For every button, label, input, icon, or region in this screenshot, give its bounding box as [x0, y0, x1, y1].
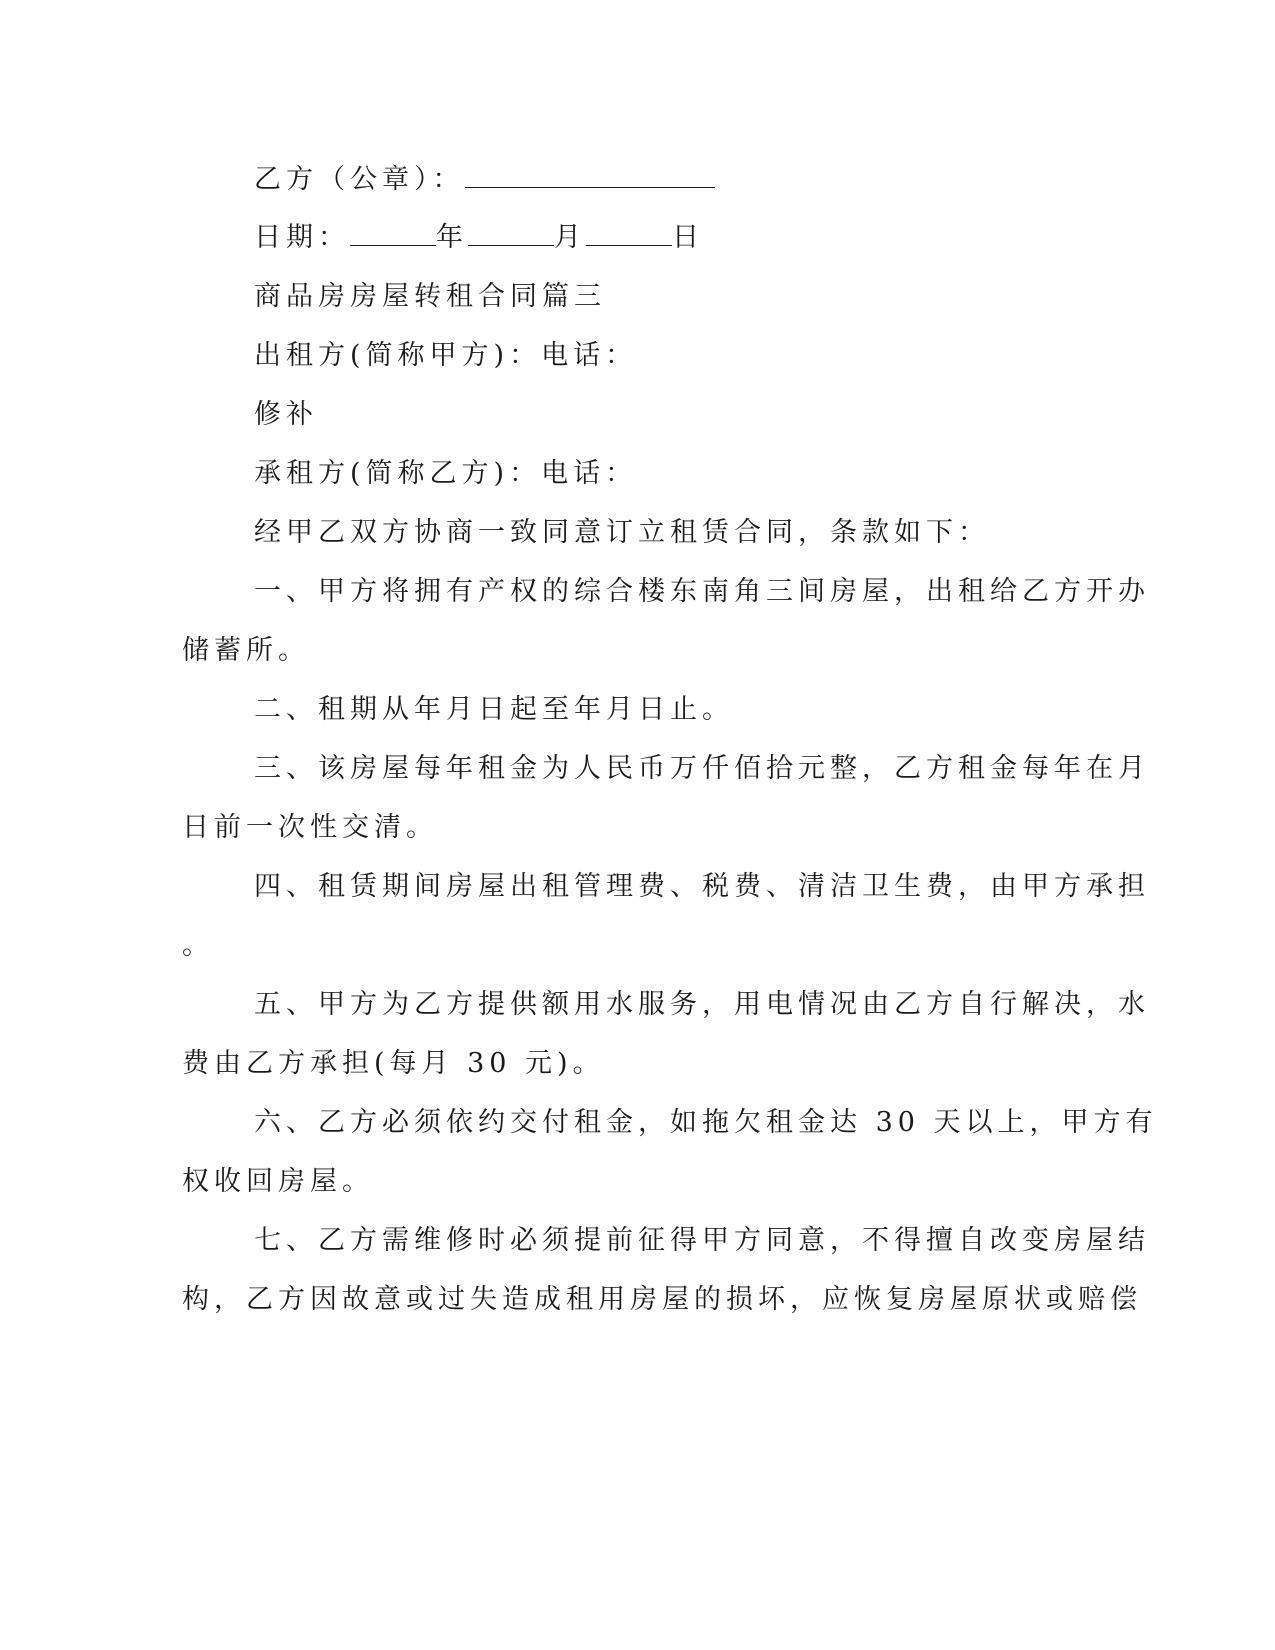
- clause-1-continuation: 储蓄所。: [182, 635, 310, 666]
- lessor-line: 出租方(简称甲方)：电话：: [254, 340, 638, 371]
- month-label: 月: [554, 222, 586, 253]
- party-b-seal-label: 乙方（公章）：: [254, 164, 465, 195]
- clause-4-continuation: 。: [182, 930, 214, 961]
- section-title: 商品房房屋转租合同篇三: [254, 281, 606, 312]
- clause-2-line: 二、租期从年月日起至年月日止。: [254, 694, 734, 725]
- clause-5-line: 五、甲方为乙方提供额用水服务，用电情况由乙方自行解决，水: [254, 989, 1150, 1020]
- clause-7-line: 七、乙方需维修时必须提前征得甲方同意，不得擅自改变房屋结: [254, 1225, 1150, 1256]
- year-blank: [350, 221, 436, 246]
- party-b-seal-line: [254, 162, 1134, 198]
- day-blank: [586, 221, 672, 246]
- clause-4-line: 四、租赁期间房屋出租管理费、税费、清洁卫生费，由甲方承担: [254, 871, 1150, 902]
- clause-5-continuation: 费由乙方承担(每月 30 元)。: [182, 1048, 605, 1079]
- clause-1-line: 一、甲方将拥有产权的综合楼东南角三间房屋，出租给乙方开办: [254, 576, 1150, 607]
- day-label: 日: [672, 222, 704, 253]
- date-line: [254, 220, 1134, 256]
- text-line: 修补: [254, 399, 318, 430]
- intro-line: 经甲乙双方协商一致同意订立租赁合同，条款如下：: [254, 517, 990, 548]
- clause-3-line: 三、该房屋每年租金为人民币万仟佰拾元整，乙方租金每年在月: [254, 753, 1150, 784]
- clause-6-continuation: 权收回房屋。: [182, 1166, 374, 1197]
- date-label: 日期：: [254, 222, 350, 253]
- clause-6-line: 六、乙方必须依约交付租金，如拖欠租金达 30 天以上，甲方有: [254, 1107, 1158, 1138]
- year-label: 年: [436, 222, 468, 253]
- clause-7-continuation: 构，乙方因故意或过失造成租用房屋的损坏，应恢复房屋原状或赔偿: [182, 1284, 1142, 1315]
- clause-3-continuation: 日前一次性交清。: [182, 812, 438, 843]
- month-blank: [468, 221, 554, 246]
- signature-blank: [465, 163, 715, 188]
- lessee-line: 承租方(简称乙方)：电话：: [254, 458, 638, 489]
